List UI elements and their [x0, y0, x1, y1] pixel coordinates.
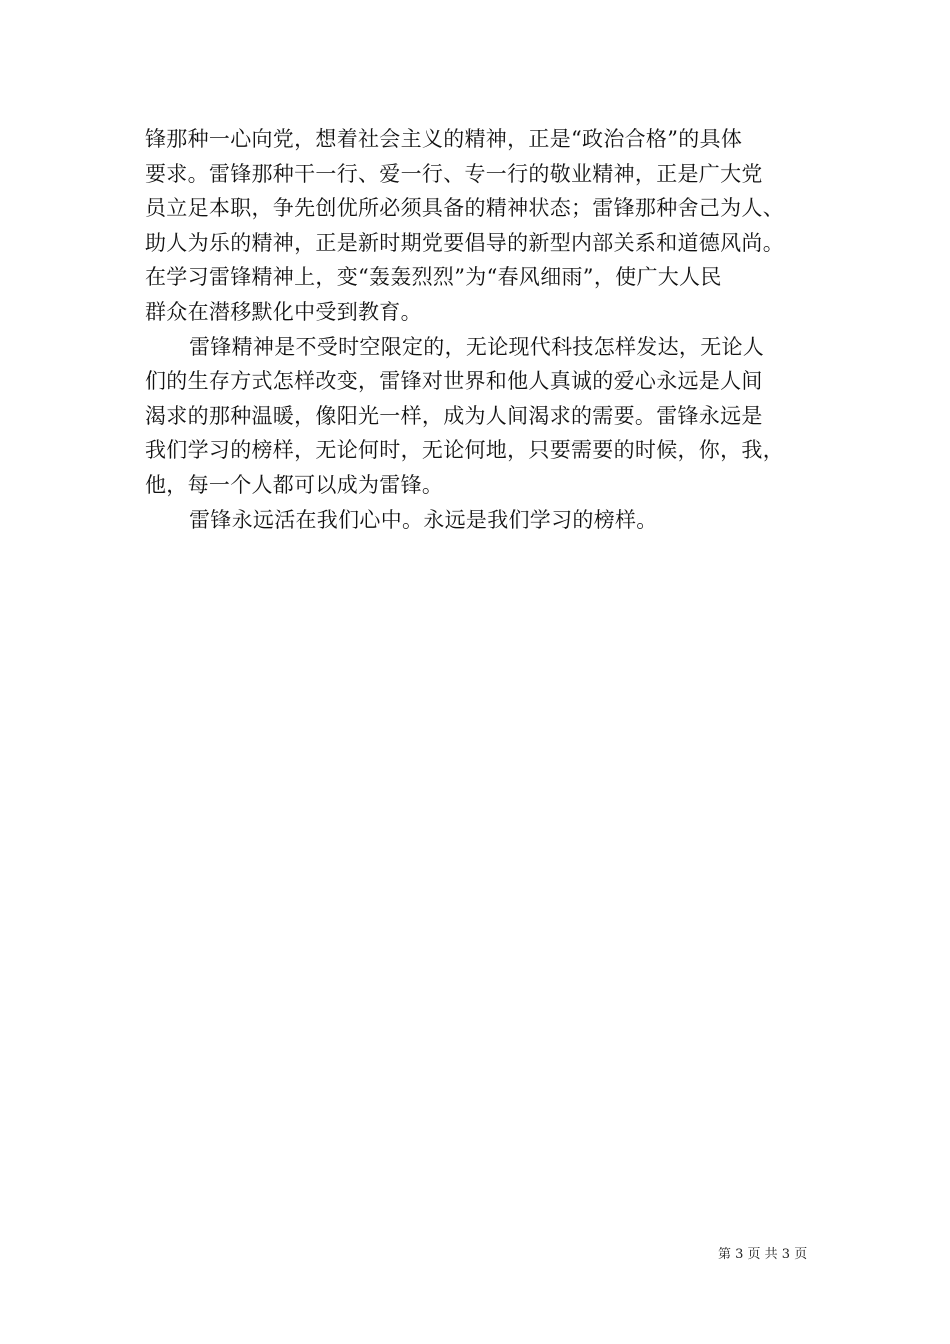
text-line: 渴求的那种温暖，像阳光一样，成为人间渴求的需要。雷锋永远是 [145, 403, 763, 428]
text-line: 他，每一个人都可以成为雷锋。 [145, 472, 444, 497]
text-line: 员立足本职，争先创优所必须具备的精神状态；雷锋那种舍己为人、 [145, 196, 784, 221]
text-line: 我们学习的榜样，无论何时，无论何地，只要需要的时候，你，我， [145, 438, 784, 463]
text-line: 锋那种一心向党，想着社会主义的精神，正是“政治合格”的具体 [145, 127, 743, 151]
text-line: 助人为乐的精神，正是新时期党要倡导的新型内部关系和道德风尚。 [145, 230, 784, 255]
paragraph-start-line: 雷锋永远活在我们心中。永远是我们学习的榜样。 [189, 507, 658, 532]
page-number-footer: 第 3 页 共 3 页 [718, 1247, 808, 1262]
text-line: 群众在潜移默化中受到教育。 [145, 299, 422, 324]
paragraph-start-line: 雷锋精神是不受时空限定的，无论现代科技怎样发达，无论人 [189, 334, 765, 359]
text-line: 在学习雷锋精神上，变“轰轰烈烈”为“春风细雨”，使广大人民 [145, 265, 722, 290]
text-line: 们的生存方式怎样改变，雷锋对世界和他人真诚的爱心永远是人间 [145, 369, 763, 394]
text-line: 要求。雷锋那种干一行、爱一行、专一行的敬业精神，正是广大党 [145, 161, 763, 186]
body-text [145, 122, 815, 537]
